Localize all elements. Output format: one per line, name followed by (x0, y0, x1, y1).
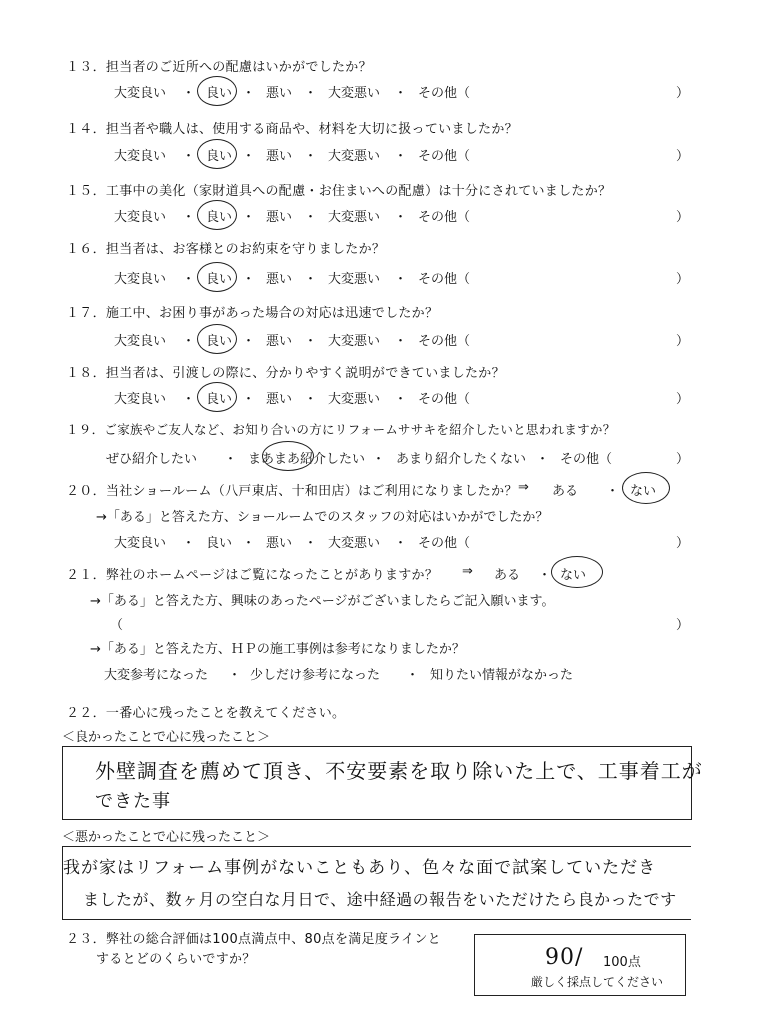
selection-circle (197, 324, 237, 354)
option-other[interactable]: その他（ (418, 392, 471, 407)
separator: ・ (536, 452, 550, 467)
option-somewhat-introduce[interactable]: まあまあ紹介したい (248, 452, 366, 467)
arrow-icon: ⇒ (462, 564, 473, 579)
answer-no[interactable]: ない (630, 484, 657, 499)
option-very-good[interactable]: 大変良い (114, 334, 167, 349)
good-answer-box[interactable] (62, 746, 703, 820)
arrow-icon: ⇒ (518, 480, 529, 495)
score-max: 100点 (603, 955, 641, 970)
option-other[interactable]: その他（ (418, 149, 471, 164)
question-13: １３．担当者のご近所への配慮はいかがでしたか？ (66, 60, 372, 75)
separator: ・ (304, 272, 318, 287)
separator: ・ (372, 452, 386, 467)
separator: ・ (228, 668, 242, 683)
option-very-helpful[interactable]: 大変参考になった (104, 668, 209, 683)
close-paren: ） (676, 149, 690, 164)
separator: ・ (242, 334, 256, 349)
separator: ・ (182, 86, 196, 101)
option-very-bad[interactable]: 大変悪い (328, 536, 381, 551)
option-very-good[interactable]: 大変良い (114, 272, 167, 287)
separator: ・ (242, 536, 256, 551)
selection-circle (197, 382, 237, 412)
selection-circle (262, 441, 314, 471)
option-bad[interactable]: 悪い (266, 149, 293, 164)
separator: ・ (394, 536, 408, 551)
option-somewhat-helpful[interactable]: 少しだけ参考になった (250, 668, 381, 683)
separator: ・ (304, 536, 318, 551)
question-22: ２２．一番心に残ったことを教えてください。 (66, 706, 346, 721)
question-15: １５．工事中の美化（家財道具への配慮・お住まいへの配慮）は十分にされていましたか？ (66, 184, 612, 199)
bad-answer-box[interactable] (62, 846, 691, 920)
close-paren: ） (676, 86, 690, 101)
bad-answer-line-1: 我が家はリフォーム事例がないこともあり、色々な面で試案していただき (63, 858, 657, 878)
option-bad[interactable]: 悪い (266, 272, 293, 287)
answer-no[interactable]: ない (560, 568, 587, 583)
answer-yes[interactable]: ある (552, 484, 579, 499)
separator: ・ (406, 668, 420, 683)
score-value: 90 (545, 945, 575, 970)
option-other[interactable]: その他（ (418, 86, 471, 101)
option-very-good[interactable]: 大変良い (114, 392, 167, 407)
separator: ・ (242, 86, 256, 101)
option-bad[interactable]: 悪い (266, 334, 293, 349)
option-very-good[interactable]: 大変良い (114, 149, 167, 164)
option-other[interactable]: その他（ (418, 536, 471, 551)
close-paren: ） (676, 452, 690, 467)
separator: ・ (182, 392, 196, 407)
option-bad[interactable]: 悪い (266, 210, 293, 225)
separator: ・ (394, 210, 408, 225)
option-good[interactable]: 良い (206, 149, 233, 164)
separator: ・ (242, 392, 256, 407)
score-note: 厳しく採点してください (531, 975, 664, 989)
separator: ・ (182, 149, 196, 164)
answer-yes[interactable]: ある (494, 568, 521, 583)
option-good[interactable]: 良い (206, 210, 233, 225)
question-20-followup: →「ある」と答えた方、ショールームでのスタッフの対応はいかがでしたか？ (96, 510, 549, 525)
separator: ・ (242, 149, 256, 164)
separator: ・ (304, 334, 318, 349)
good-answer-line-2: できた事 (95, 791, 171, 812)
selection-circle (622, 472, 670, 504)
question-23-line-1: ２３．弊社の総合評価は100点満点中、80点を満足度ラインと (66, 932, 441, 947)
option-not-introduce[interactable]: あまり紹介したくない (396, 452, 527, 467)
good-answer-line-1: 外壁調査を薦めて頂き、不安要素を取り除いた上で、工事着工が (95, 759, 703, 783)
option-good[interactable]: 良い (206, 334, 233, 349)
separator: ・ (304, 149, 318, 164)
option-bad[interactable]: 悪い (266, 536, 293, 551)
separator: ・ (394, 149, 408, 164)
option-good[interactable]: 良い (206, 86, 233, 101)
option-not-helpful[interactable]: 知りたい情報がなかった (430, 668, 574, 683)
separator: ・ (242, 210, 256, 225)
selection-circle (197, 76, 237, 106)
option-good[interactable]: 良い (206, 392, 233, 407)
separator: ・ (304, 210, 318, 225)
option-very-bad[interactable]: 大変悪い (328, 272, 381, 287)
close-paren: ） (676, 392, 690, 407)
question-21-followup-1: →「ある」と答えた方、興味のあったページがございましたらご記入願います。 (90, 594, 555, 609)
open-paren: （ (110, 618, 124, 633)
option-definitely-introduce[interactable]: ぜひ紹介したい (106, 452, 198, 467)
close-paren: ） (676, 272, 690, 287)
separator: ・ (242, 272, 256, 287)
good-section-label: ＜良かったことで心に残ったこと＞ (62, 730, 271, 745)
close-paren: ） (676, 210, 690, 225)
option-very-good[interactable]: 大変良い (114, 210, 167, 225)
option-very-bad[interactable]: 大変悪い (328, 86, 381, 101)
selection-circle (197, 200, 237, 230)
option-very-good[interactable]: 大変良い (114, 536, 167, 551)
bad-answer-line-2: ましたが、数ヶ月の空白な月日で、途中経過の報告をいただけたら良かったです (83, 890, 677, 909)
score-slash: / (575, 945, 584, 970)
bad-section-label: ＜悪かったことで心に残ったこと＞ (62, 830, 271, 845)
separator: ・ (304, 86, 318, 101)
separator: ・ (182, 536, 196, 551)
option-very-good[interactable]: 大変良い (114, 86, 167, 101)
question-18: １８．担当者は、引渡しの際に、分かりやすく説明ができていましたか？ (66, 366, 505, 381)
close-paren: ） (676, 536, 690, 551)
option-very-bad[interactable]: 大変悪い (328, 392, 381, 407)
close-paren: ） (676, 334, 690, 349)
separator: ・ (182, 210, 196, 225)
separator: ・ (538, 568, 552, 583)
separator: ・ (394, 392, 408, 407)
separator: ・ (606, 484, 620, 499)
option-bad[interactable]: 悪い (266, 392, 293, 407)
question-19: １９．ご家族やご友人など、お知り合いの方にリフォームササキを紹介したいと思われますか？ (66, 422, 616, 437)
option-other[interactable]: その他（ (418, 210, 471, 225)
selection-circle (551, 556, 603, 588)
question-21: ２１．弊社のホームページはご覧になったことがありますか？ (66, 568, 439, 583)
option-very-bad[interactable]: 大変悪い (328, 149, 381, 164)
score-box[interactable] (474, 934, 686, 996)
close-paren: ） (676, 618, 690, 633)
option-good[interactable]: 良い (206, 536, 233, 551)
separator: ・ (182, 272, 196, 287)
question-17: １７．施工中、お困り事があった場合の対応は迅速でしたか？ (66, 306, 439, 321)
separator: ・ (394, 86, 408, 101)
option-good[interactable]: 良い (206, 272, 233, 287)
question-21-followup-2: →「ある」と答えた方、ＨＰの施工事例は参考になりましたか？ (90, 642, 465, 657)
option-other[interactable]: その他（ (418, 272, 471, 287)
separator: ・ (182, 334, 196, 349)
option-bad[interactable]: 悪い (266, 86, 293, 101)
question-16: １６．担当者は、お客様とのお約束を守りましたか？ (66, 242, 386, 257)
option-other[interactable]: その他（ (560, 452, 613, 467)
question-20: ２０．当社ショールーム（八戸東店、十和田店）はご利用になりましたか？ (66, 484, 518, 499)
option-very-bad[interactable]: 大変悪い (328, 210, 381, 225)
question-14: １４．担当者や職人は、使用する商品や、材料を大切に扱っていましたか？ (66, 122, 518, 137)
separator: ・ (304, 392, 318, 407)
selection-circle (197, 139, 237, 169)
selection-circle (197, 262, 237, 292)
option-other[interactable]: その他（ (418, 334, 471, 349)
question-23-line-2: するとどのくらいですか？ (96, 952, 256, 967)
separator: ・ (394, 334, 408, 349)
option-very-bad[interactable]: 大変悪い (328, 334, 381, 349)
separator: ・ (224, 452, 238, 467)
separator: ・ (394, 272, 408, 287)
